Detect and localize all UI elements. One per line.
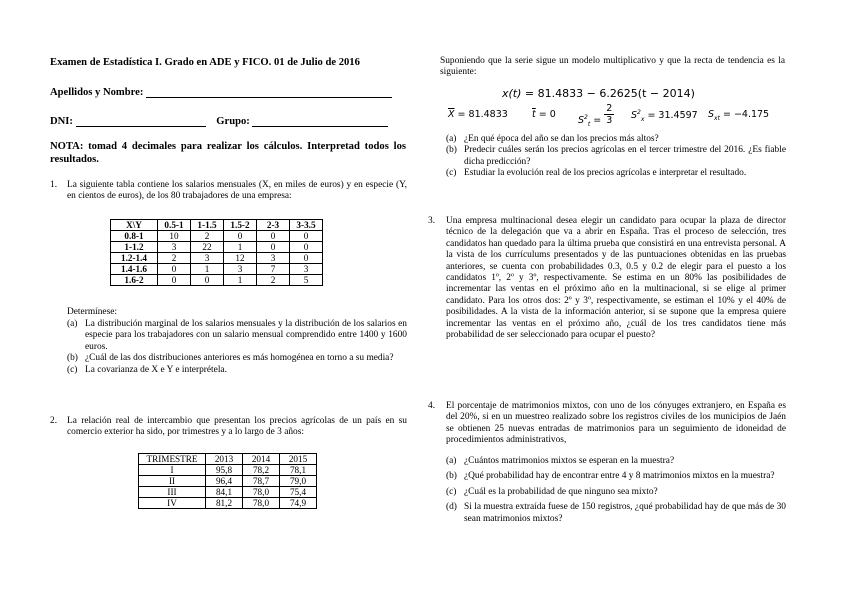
table-row <box>139 465 317 476</box>
list-item <box>446 168 786 179</box>
q1-th: 2-3 <box>257 220 290 231</box>
list-item <box>446 502 786 525</box>
q1-cell: 0 <box>257 242 290 253</box>
trend-equation <box>502 87 695 100</box>
q4-a-text: ¿Cuántos matrimonios mixtos se esperan en la muestra? <box>464 456 675 466</box>
q1-th: X\Y <box>111 220 158 231</box>
q2-table-header <box>139 454 317 465</box>
list-item <box>67 365 407 376</box>
q2-th: TRIMESTRE <box>139 454 206 465</box>
q1-cell: 12 <box>224 253 257 264</box>
q1-a-text: La distribución marginal de los salarios mensuales y la distribución de los salarios en especie para los trabajadores con un salario mensual comprendido entre 1400 y 1600 euros. <box>85 319 407 352</box>
s2t-num: 2 <box>606 103 613 114</box>
q1-table-header <box>111 220 323 231</box>
table-row <box>139 487 317 498</box>
q1-row-label: 1.6-2 <box>111 275 158 286</box>
dni-line <box>76 117 206 127</box>
stat-tbar <box>532 109 556 120</box>
s2t-den: 3 <box>606 115 613 126</box>
q1-a-label: (a) <box>67 319 78 329</box>
q2-c-text: Estudiar la evolución real de los precios agrícolas e interpretar el resultado. <box>464 168 747 179</box>
q2-continuation: Suponiendo que la serie sigue un modelo multiplicativo y que la recta de tendencia es la siguiente: <box>440 56 785 78</box>
q2-row-label: I <box>139 465 206 476</box>
q4-d-text: Si la muestra extraída fuese de 150 registros, ¿qué probabilidad hay de que más de 30 sean matrimonios mixtos? <box>464 502 786 524</box>
q2-row-label: II <box>139 476 206 487</box>
q1-cell: 10 <box>158 231 191 242</box>
q3-text: Una empresa multinacional desea elegir un candidato para ocupar la plaza de director técnico de la delegación que va a abrir en España. Tras el proceso de selección, tres candidatos han quedado para la última prueba que consistirá en una entrevista personal. A la vista de los currículums presentados y de las puntuaciones obtenidas en las pruebas anteriores, se cuenta con probabilidades 0.3, 0.5 y 0.2 de elegir para el puesto a los candidatos 1º, 2º y 3º, respectivamente. Se estima en un 80% las posibilidades de incrementar las ventas en el próximo año en la multinacional, si se elige al primer candidato. Para los otros dos: 2º y 3º, respectivamente, se estiman el 10% y el 40% de posibilidades. A la vista de la información anterior, si se supone que la empresa quiere incrementar las ventas en el próximo año, ¿cuál de los tres candidatos tiene más probabilidad de ser seleccionado para ocupar el puesto? <box>446 216 786 341</box>
q2-b-label: (b) <box>446 145 457 156</box>
q3-number: 3. <box>428 216 436 226</box>
dni-label: DNI: <box>50 116 73 127</box>
q4-d-label: (d) <box>446 502 457 513</box>
q1-cell: 2 <box>158 253 191 264</box>
tbar-symbol: $\overline{t}$ <box>532 109 536 120</box>
q1-cell: 22 <box>191 242 224 253</box>
table-row <box>139 498 317 509</box>
q2-cell: 74,9 <box>280 498 317 509</box>
q1-determine: Determínese: <box>67 307 117 317</box>
q1-c-text: La covarianza de X e Y e interprétela. <box>85 364 227 375</box>
table-row <box>111 264 323 275</box>
q1-cell: 0 <box>158 275 191 286</box>
q2-th: 2014 <box>243 454 280 465</box>
q2-cell: 78,7 <box>243 476 280 487</box>
q2-a-text: ¿En qué época del año se dan los precios más altos? <box>464 134 659 144</box>
q2-cell: 78,1 <box>280 465 317 476</box>
q1-th: 1.5-2 <box>224 220 257 231</box>
note: NOTA: tomad 4 decimales para realizar los cálculos. Interpretad todos los resultados. <box>50 141 406 165</box>
trend-lhs: x(t) <box>502 87 522 100</box>
s2x-symbol: $S^2_x$ <box>631 109 645 124</box>
q1-cell: 5 <box>290 275 323 286</box>
exam-title: Examen de Estadística I. Grado en ADE y FICO. 01 de Julio de 2016 <box>50 57 360 68</box>
s2t-symbol: $S^2_t$ = <box>578 113 602 128</box>
q1-b-label: (b) <box>67 353 78 364</box>
q1-text: La siguiente tabla contiene los salarios mensuales (X, en miles de euros) y en especie (Y, en cientos de euros), de los 80 trabajadores de una empresa: <box>67 180 407 202</box>
q2-table <box>138 453 317 509</box>
q2-text: La relación real de intercambio que presentan los precios agrícolas de un país en su comercio exterior ha sido, por trimestres y a lo largo de 3 años: <box>67 416 407 438</box>
q1-th: 0.5-1 <box>158 220 191 231</box>
list-item <box>446 145 786 168</box>
q4-number: 4. <box>428 401 436 411</box>
q1-cell: 1 <box>224 275 257 286</box>
trend-rhs: = 81.4833 − 6.2625(t − 2014) <box>524 87 695 100</box>
q2-subquestions <box>446 134 786 180</box>
q1-table <box>110 219 323 286</box>
stat-s2x <box>631 109 698 123</box>
q4-subquestions <box>446 456 786 525</box>
q1-th: 1-1.5 <box>191 220 224 231</box>
q1-cell: 0 <box>158 264 191 275</box>
sxt-symbol: $S_{xt}$ <box>708 109 720 122</box>
q2-b-text: Predecir cuáles serán los precios agrícolas en el tercer trimestre del 2016. ¿Es fiable dicha predicción? <box>464 145 786 167</box>
q1-row-label: 0.8-1 <box>111 231 158 242</box>
q2-th: 2015 <box>280 454 317 465</box>
q1-cell: 7 <box>257 264 290 275</box>
q1-cell: 3 <box>224 264 257 275</box>
name-field <box>50 87 392 98</box>
name-line <box>146 88 392 98</box>
q1-row-label: 1.4-1.6 <box>111 264 158 275</box>
q1-number: 1. <box>50 180 58 190</box>
q2-cell: 79,0 <box>280 476 317 487</box>
q1-cell: 0 <box>290 242 323 253</box>
q1-cell: 0 <box>290 253 323 264</box>
s2t-fraction <box>604 103 614 126</box>
list-item <box>67 353 407 364</box>
q4-c-text: ¿Cuál es la probabilidad de que ninguno sea mixto? <box>464 486 658 497</box>
q2-row-label: IV <box>139 498 206 509</box>
table-row <box>111 253 323 264</box>
q2-cell: 95,8 <box>206 465 243 476</box>
q1-cell: 0 <box>191 275 224 286</box>
stat-xbar <box>448 109 508 120</box>
xbar-value: = 81.4833 <box>457 109 508 120</box>
q1-cell: 3 <box>290 264 323 275</box>
tbar-value: = 0 <box>538 109 556 120</box>
table-row <box>111 231 323 242</box>
q1-cell: 0 <box>224 231 257 242</box>
name-label: Apellidos y Nombre: <box>50 87 144 98</box>
q1-cell: 3 <box>257 253 290 264</box>
q2-cell: 75,4 <box>280 487 317 498</box>
stat-sxt <box>708 109 769 122</box>
q2-c-label: (c) <box>446 168 457 179</box>
q2-cell: 78,0 <box>243 498 280 509</box>
q4-a-label: (a) <box>446 456 457 466</box>
xbar-symbol: $\overline{X}$ <box>448 109 455 120</box>
group-label: Grupo: <box>216 116 250 127</box>
q4-b-label: (b) <box>446 471 457 482</box>
list-item <box>446 456 786 467</box>
list-item <box>446 471 786 482</box>
group-line <box>252 117 388 127</box>
q2-cell: 78,0 <box>243 487 280 498</box>
stat-s2t <box>578 103 614 126</box>
dni-field <box>50 116 388 127</box>
table-row <box>139 476 317 487</box>
q1-row-label: 1.2-1.4 <box>111 253 158 264</box>
q2-cell: 96,4 <box>206 476 243 487</box>
q2-number: 2. <box>50 416 58 426</box>
list-item <box>67 319 407 353</box>
q1-row-label: 1-1.2 <box>111 242 158 253</box>
q1-c-label: (c) <box>67 364 78 375</box>
q1-cell: 0 <box>290 231 323 242</box>
q1-cell: 2 <box>257 275 290 286</box>
q2-cell: 84,1 <box>206 487 243 498</box>
q1-cell: 2 <box>191 231 224 242</box>
q2-th: 2013 <box>206 454 243 465</box>
q4-text: El porcentaje de matrimonios mixtos, con uno de los cónyuges extranjero, en España es del 20%, si en un muestreo realizado sobre los registros civiles de los municipios de Jaén se obtienen 25 nuevas entradas de matrimonios para un seguimiento de idoneidad de procedimientos administrativos, <box>446 401 786 446</box>
q2-a-label: (a) <box>446 134 457 144</box>
q1-b-text: ¿Cuál de las dos distribuciones anteriores es más homogénea en torno a su media? <box>85 353 394 364</box>
q4-c-label: (c) <box>446 486 457 497</box>
q1-cell: 3 <box>158 242 191 253</box>
sxt-value: = −4.175 <box>722 109 770 120</box>
table-row <box>111 242 323 253</box>
list-item <box>446 487 786 498</box>
q2-row-label: III <box>139 487 206 498</box>
q1-cell: 1 <box>191 264 224 275</box>
q1-cell: 1 <box>224 242 257 253</box>
q2-cell: 78,2 <box>243 465 280 476</box>
q1-cell: 0 <box>257 231 290 242</box>
q1-th: 3-3.5 <box>290 220 323 231</box>
q1-cell: 3 <box>191 253 224 264</box>
s2x-value: = 31.4597 <box>647 110 698 122</box>
q2-cell: 81,2 <box>206 498 243 509</box>
q4-b-text: ¿Qué probabilidad hay de encontrar entre 4 y 8 matrimonios mixtos en la muestra? <box>464 471 775 482</box>
q1-subquestions <box>67 319 407 376</box>
table-row <box>111 275 323 286</box>
list-item <box>446 134 786 145</box>
